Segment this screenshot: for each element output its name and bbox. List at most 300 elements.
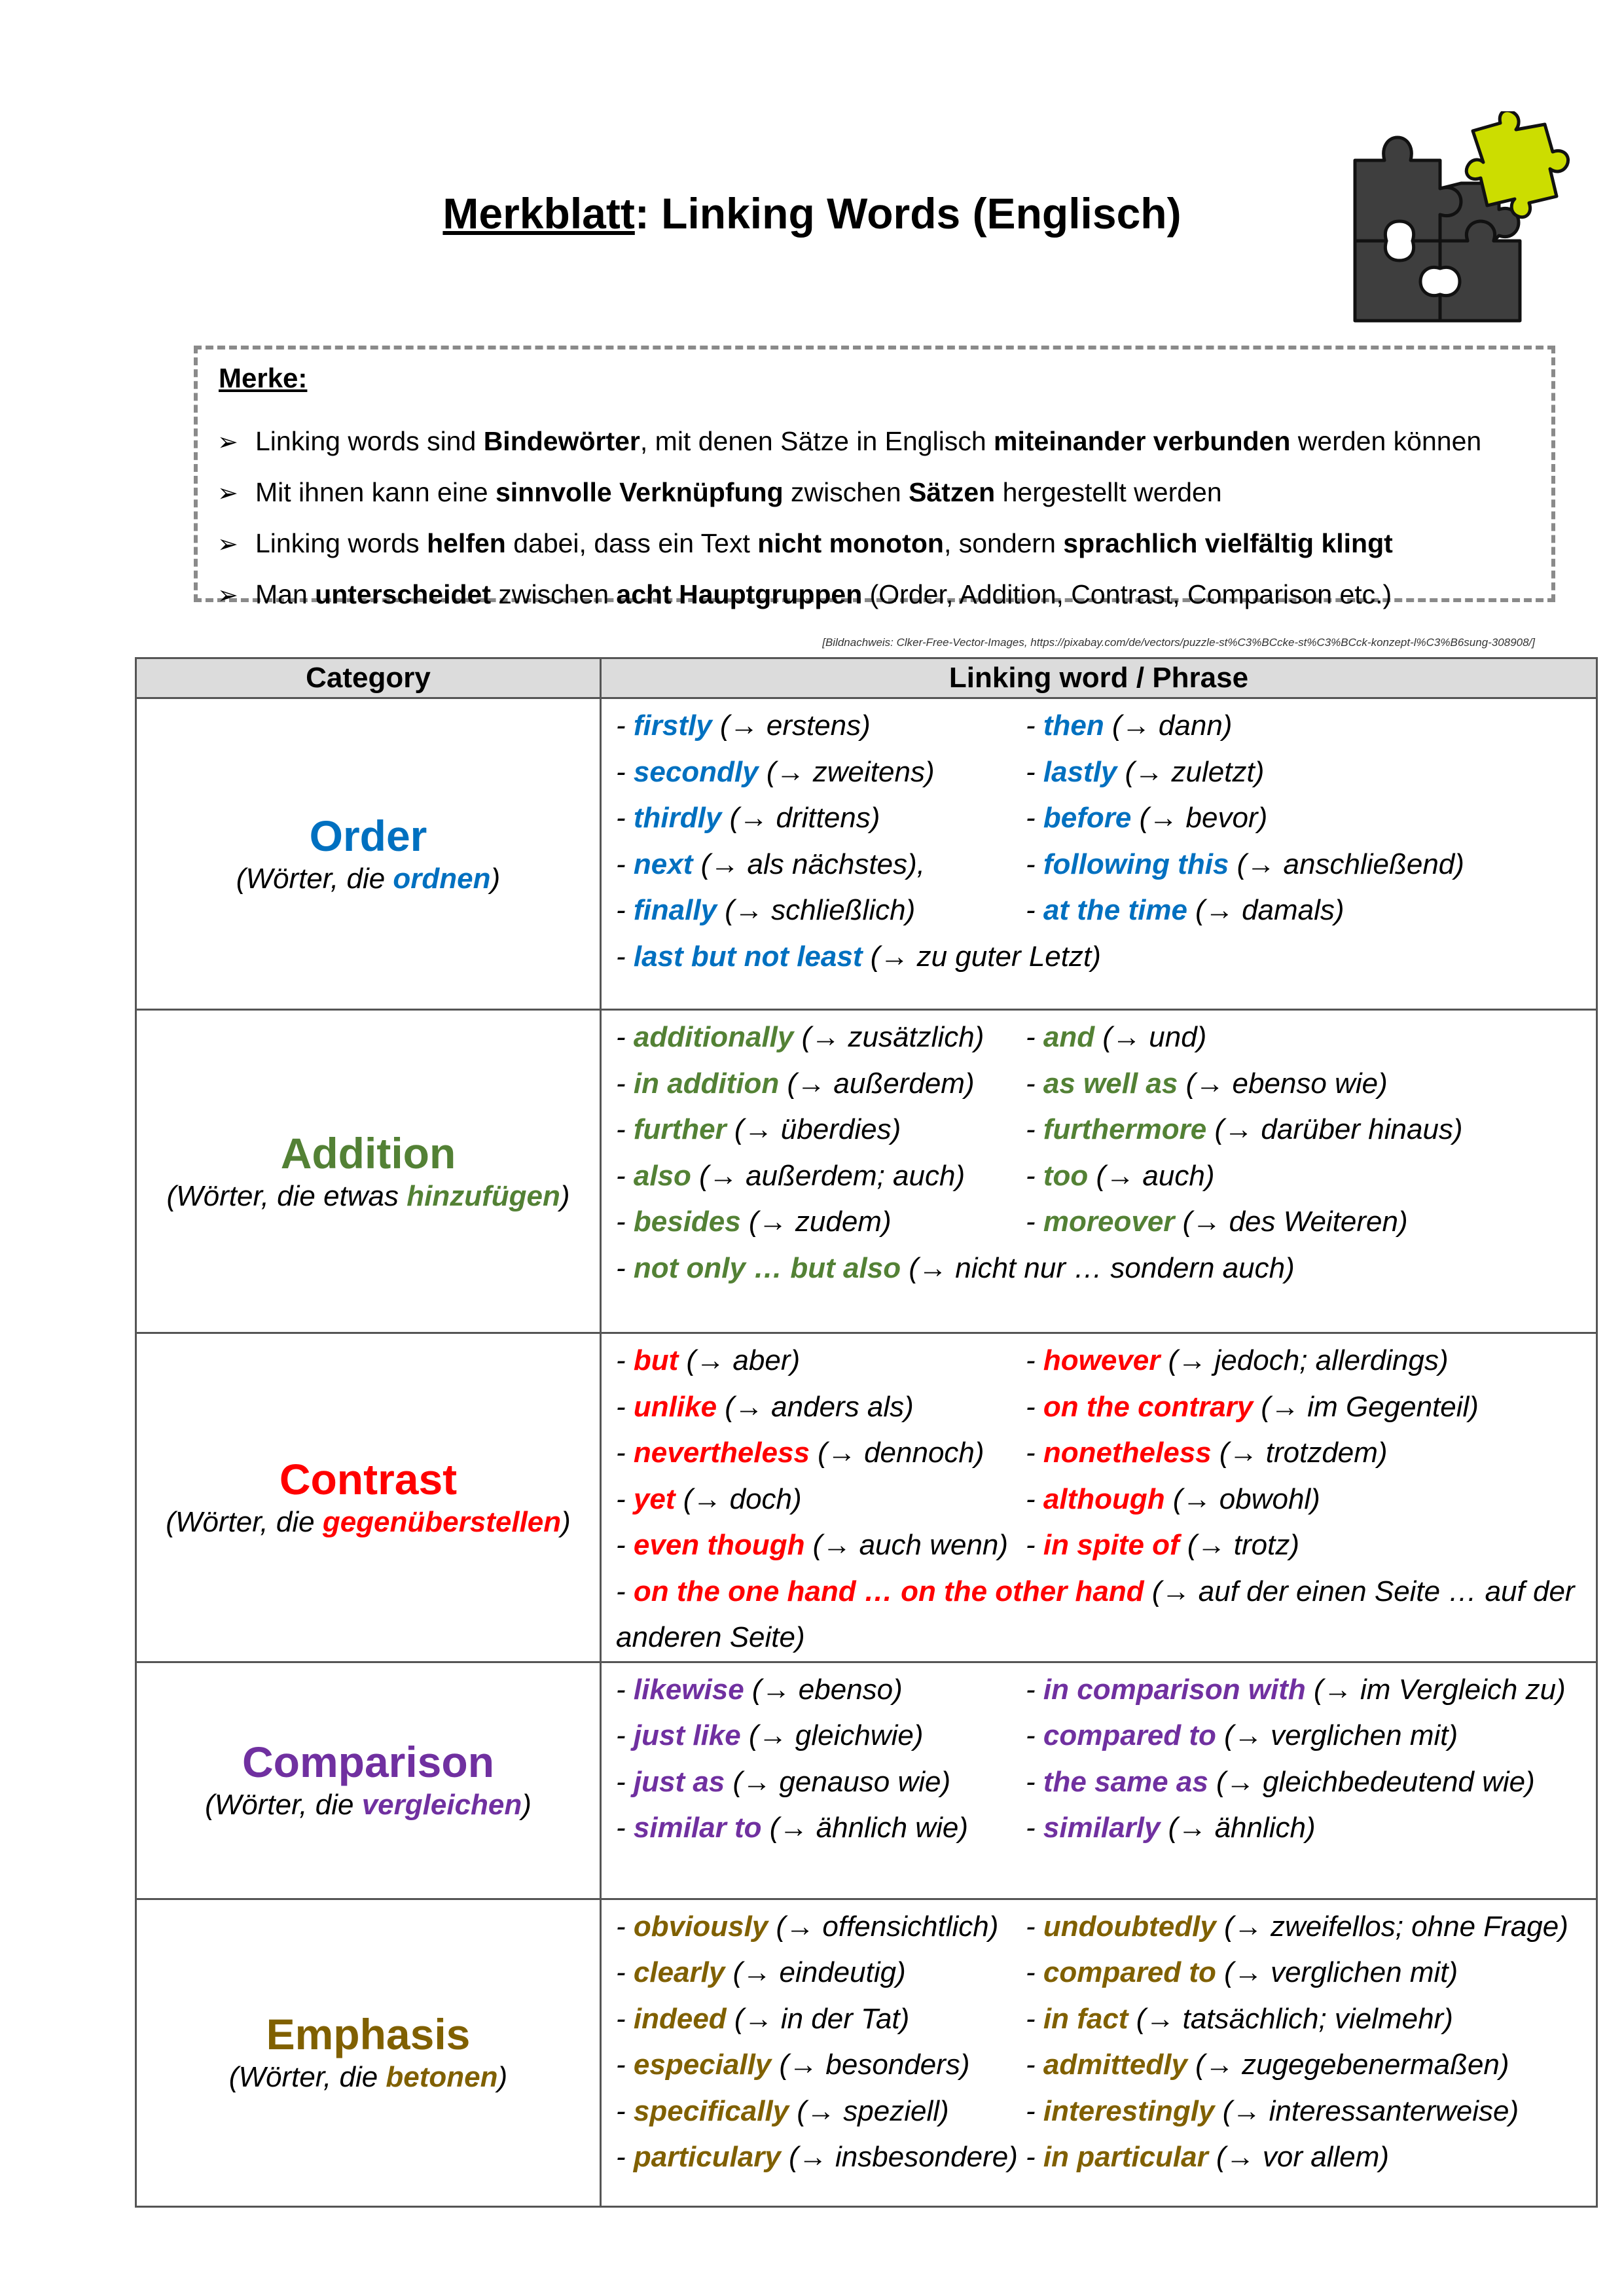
- words-row: [616, 1430, 1587, 1477]
- linking-word: lastly: [1043, 755, 1117, 788]
- merke-heading: Merke:: [219, 363, 308, 393]
- linking-entry: - likewise (→ ebenso): [616, 1673, 903, 1706]
- category-description: [137, 1787, 600, 1823]
- merke-item-text: unterscheidet: [315, 579, 491, 609]
- linking-word: at the time: [1043, 894, 1187, 926]
- linking-entry: - the same as (→ gleichbedeutend wie): [1026, 1765, 1535, 1798]
- linking-entry: - additionally (→ zusätzlich): [616, 1021, 984, 1053]
- words-col-left: [616, 1338, 1026, 1384]
- linking-entry: - moreover (→ des Weiteren): [1026, 1206, 1408, 1238]
- merke-item-text: acht Hauptgruppen: [616, 579, 863, 609]
- translation: insbesondere): [835, 2141, 1018, 2173]
- linking-word: likewise: [633, 1673, 744, 1706]
- words-col-right: [1026, 1199, 1408, 1246]
- description-suffix: ): [522, 1789, 532, 1821]
- words-col-left: [616, 1713, 1026, 1759]
- merke-item-text: Bindewörter: [483, 426, 640, 456]
- arrow-right-icon: →: [1225, 1765, 1255, 1798]
- linking-entry: - on the one hand … on the other hand (→ auf der einen Seite … auf der anderen Seite): [616, 1575, 1575, 1653]
- words-cell: [601, 1899, 1597, 2206]
- linking-entry: - lastly (→ zuletzt): [1026, 755, 1265, 788]
- category-name: Addition: [280, 1128, 456, 1177]
- description-prefix: (Wörter, die: [236, 862, 393, 895]
- merke-item: [217, 467, 1532, 518]
- arrow-right-icon: →: [758, 1719, 787, 1751]
- linking-entry: - compared to (→ verglichen mit): [1026, 1719, 1458, 1751]
- words-col-left: [616, 888, 1026, 934]
- translation: dann): [1158, 709, 1233, 742]
- arrow-right-icon: →: [797, 1067, 826, 1100]
- category-cell: [136, 1662, 601, 1899]
- arrow-right-icon: →: [1149, 802, 1178, 834]
- header-category: Category: [136, 658, 601, 698]
- arrow-right-icon: →: [1323, 1673, 1352, 1706]
- words-row-full: [616, 1246, 1587, 1292]
- linking-entry: - in addition (→ außerdem): [616, 1067, 975, 1100]
- table-row: [136, 1899, 1597, 2206]
- translation: im Vergleich zu): [1360, 1673, 1566, 1706]
- words-col-left: [616, 1667, 1026, 1713]
- words-col-left: [616, 1107, 1026, 1153]
- translation: trotzdem): [1265, 1437, 1388, 1469]
- translation: darüber hinaus): [1261, 1113, 1463, 1145]
- linking-word: not only … but also: [633, 1251, 901, 1284]
- translation: überdies): [780, 1113, 901, 1145]
- translation: jedoch; allerdings): [1214, 1344, 1449, 1376]
- words-col-right: [1026, 888, 1344, 934]
- words-col-right: [1026, 2134, 1389, 2181]
- arrow-right-icon: →: [806, 2094, 836, 2127]
- words-col-left: [616, 1014, 1026, 1061]
- translation: gleichwie): [795, 1719, 924, 1751]
- words-row: [616, 1061, 1587, 1107]
- words-row: [616, 1107, 1587, 1153]
- merke-item-text: sprachlich vielfältig klingt: [1063, 528, 1393, 558]
- linking-word: before: [1043, 802, 1132, 834]
- words-col-left: [616, 795, 1026, 842]
- linking-word: in comparison with: [1043, 1673, 1306, 1706]
- words-col-left: [616, 2089, 1026, 2135]
- merke-list: [217, 416, 1532, 620]
- words-col-left: [616, 1477, 1026, 1523]
- merke-item-text: Linking words sind: [255, 426, 484, 456]
- arrow-right-icon: →: [758, 1206, 787, 1238]
- linking-word: secondly: [633, 755, 759, 788]
- linking-entry: - further (→ überdies): [616, 1113, 901, 1145]
- translation: des Weiteren): [1229, 1206, 1408, 1238]
- description-keyword: betonen: [386, 2061, 498, 2093]
- linking-word: similarly: [1043, 1812, 1161, 1844]
- linking-entry: - secondly (→ zweitens): [616, 755, 935, 788]
- linking-entry: - just like (→ gleichwie): [616, 1719, 924, 1751]
- translation: als nächstes),: [747, 848, 925, 880]
- linking-entry: - thirdly (→ drittens): [616, 802, 880, 834]
- translation: doch): [729, 1482, 802, 1515]
- category-cell: [136, 1899, 601, 2206]
- linking-word: specifically: [633, 2094, 789, 2127]
- category-name: Contrast: [279, 1454, 458, 1503]
- words-col-right: [1026, 1477, 1320, 1523]
- translation: aber): [732, 1344, 801, 1376]
- words-row: [616, 749, 1587, 796]
- linking-word: and: [1043, 1021, 1095, 1053]
- arrow-right-icon: →: [822, 1529, 852, 1561]
- linking-entry: - similarly (→ ähnlich): [1026, 1812, 1316, 1844]
- words-row: [616, 1522, 1587, 1569]
- table-row: [136, 698, 1597, 1010]
- linking-word: particulary: [633, 2141, 781, 2173]
- linking-entry: - firstly (→ erstens): [616, 709, 871, 742]
- words-col-right: [1026, 1107, 1463, 1153]
- words-col-left: [616, 842, 1026, 888]
- translation: speziell): [843, 2094, 949, 2127]
- translation: tatsächlich; vielmehr): [1182, 2002, 1453, 2035]
- linking-word: even though: [633, 1529, 805, 1561]
- arrow-right-icon: →: [1233, 1956, 1263, 1988]
- arrow-right-icon: →: [1161, 1575, 1191, 1607]
- translation: verglichen mit): [1271, 1956, 1458, 1988]
- arrow-right-icon: →: [1121, 709, 1151, 742]
- linking-word: also: [633, 1159, 691, 1192]
- words-col-left: [616, 749, 1026, 796]
- arrow-right-icon: →: [693, 1482, 722, 1515]
- arrow-right-icon: →: [1182, 1482, 1212, 1515]
- translation: zuletzt): [1171, 755, 1265, 788]
- translation: besonders): [825, 2049, 970, 2081]
- title-rest: : Linking Words (Englisch): [634, 189, 1182, 238]
- merke-item-text: Man: [255, 579, 316, 609]
- linking-entry: - interestingly (→ interessanterweise): [1026, 2094, 1519, 2127]
- words-row: [616, 703, 1587, 749]
- linking-word: the same as: [1043, 1765, 1208, 1798]
- arrow-right-icon: →: [1204, 894, 1234, 926]
- arrow-right-icon: →: [734, 894, 763, 926]
- category-description: [137, 2059, 600, 2096]
- description-prefix: (Wörter, die: [228, 2061, 386, 2093]
- merke-item-text: Mit ihnen kann eine: [255, 477, 496, 507]
- words-col-left: [616, 1950, 1026, 1996]
- words-col-right: [1026, 1950, 1458, 1996]
- words-col-left: [616, 2134, 1026, 2181]
- words-list: [602, 1011, 1596, 1291]
- linking-word: yet: [633, 1482, 676, 1515]
- merke-item-text: werden können: [1290, 426, 1482, 456]
- words-row: [616, 1199, 1587, 1246]
- category-name: Order: [309, 811, 427, 860]
- words-col-right: [1026, 2089, 1519, 2135]
- merke-item-text: dabei, dass ein Text: [505, 528, 758, 558]
- words-row: [616, 888, 1587, 934]
- words-row: [616, 1759, 1587, 1806]
- words-row: [616, 2134, 1587, 2181]
- translation: ebenso): [798, 1673, 903, 1706]
- words-col-right: [1026, 1805, 1316, 1852]
- linking-word: compared to: [1043, 1719, 1216, 1751]
- words-col-right: [1026, 1338, 1449, 1384]
- words-row: [616, 842, 1587, 888]
- arrow-right-icon: →: [710, 848, 740, 880]
- arrow-right-icon: →: [798, 2141, 827, 2173]
- arrow-right-icon: →: [742, 1956, 772, 1988]
- arrow-right-icon: →: [729, 709, 759, 742]
- linking-entry: - and (→ und): [1026, 1021, 1207, 1053]
- linking-entry: - in spite of (→ trotz): [1026, 1529, 1300, 1561]
- arrow-right-icon: →: [1195, 1067, 1225, 1100]
- words-col-right: [1026, 2042, 1509, 2089]
- linking-entry: - just as (→ genauso wie): [616, 1765, 951, 1798]
- linking-word: interestingly: [1043, 2094, 1215, 2127]
- words-col-right: [1026, 1667, 1566, 1713]
- arrow-right-icon: →: [811, 1021, 840, 1053]
- words-list: [602, 1900, 1596, 2181]
- translation: nicht nur … sondern auch): [955, 1251, 1295, 1284]
- linking-entry: - unlike (→ anders als): [616, 1390, 914, 1423]
- arrow-bullet-icon: ➢: [217, 480, 238, 507]
- arrow-right-icon: →: [918, 1251, 947, 1284]
- linking-word: as well as: [1043, 1067, 1178, 1100]
- arrow-right-icon: →: [1146, 2002, 1175, 2035]
- linking-entry: - also (→ außerdem; auch): [616, 1159, 965, 1192]
- linking-word: although: [1043, 1482, 1165, 1515]
- words-row: [616, 1950, 1587, 1996]
- words-row: [616, 1996, 1587, 2043]
- words-row: [616, 795, 1587, 842]
- merke-item-text: zwischen: [783, 477, 909, 507]
- linking-word: obviously: [633, 1910, 768, 1943]
- category-description: [137, 1504, 600, 1541]
- translation: eindeutig): [779, 1956, 906, 1988]
- description-suffix: ): [561, 1505, 571, 1538]
- arrow-bullet-icon: ➢: [217, 429, 238, 456]
- words-row: [616, 1667, 1587, 1713]
- description-prefix: (Wörter, die: [166, 1505, 323, 1538]
- words-col-right: [1026, 703, 1232, 749]
- linking-word: just as: [633, 1765, 725, 1798]
- arrow-right-icon: →: [739, 802, 768, 834]
- linking-word: undoubtedly: [1043, 1910, 1216, 1943]
- merke-item-text: zwischen: [491, 579, 617, 609]
- translation: außerdem; auch): [746, 1159, 965, 1192]
- linking-entry: - even though (→ auch wenn): [616, 1529, 1009, 1561]
- puzzle-pieces-image: [1348, 111, 1571, 327]
- translation: auf der einen Seite … auf der anderen Seite): [616, 1575, 1575, 1653]
- linking-word: nonetheless: [1043, 1437, 1212, 1469]
- linking-entry: - admittedly (→ zugegebenermaßen): [1026, 2049, 1509, 2081]
- linking-entry: - similar to (→ ähnlich wie): [616, 1812, 968, 1844]
- words-col-left: [616, 2042, 1026, 2089]
- image-credit: [Bildnachweis: Clker-Free-Vector-Images, https://pixabay.com/de/vectors/puzzle-st%C3%BCcke-st%C3%BCck-konzept-l%C3%B6sung-308908/]: [822, 636, 1535, 649]
- words-row: [616, 1805, 1587, 1852]
- words-cell: [601, 1010, 1597, 1333]
- words-row: [616, 1384, 1587, 1431]
- arrow-right-icon: →: [742, 1765, 772, 1798]
- linking-word: nevertheless: [633, 1437, 810, 1469]
- linking-entry: - nevertheless (→ dennoch): [616, 1437, 984, 1469]
- linking-entry: - nonetheless (→ trotzdem): [1026, 1437, 1388, 1469]
- arrow-right-icon: →: [1246, 848, 1276, 880]
- translation: außerdem): [833, 1067, 975, 1100]
- linking-word: unlike: [633, 1390, 717, 1423]
- translation: zweitens): [812, 755, 935, 788]
- merke-item-text: hergestellt werden: [995, 477, 1222, 507]
- arrow-right-icon: →: [789, 2049, 818, 2081]
- description-prefix: (Wörter, die etwas: [166, 1179, 407, 1212]
- translation: obwohl): [1219, 1482, 1320, 1515]
- translation: verglichen mit): [1271, 1719, 1458, 1751]
- words-row: [616, 1014, 1587, 1061]
- words-col-left: [616, 1153, 1026, 1200]
- linking-word: besides: [633, 1206, 741, 1238]
- linking-word: thirdly: [633, 802, 722, 834]
- arrow-right-icon: →: [779, 1812, 808, 1844]
- translation: zusätzlich): [848, 1021, 984, 1053]
- translation: schließlich): [771, 894, 916, 926]
- translation: ähnlich wie): [816, 1812, 968, 1844]
- description-suffix: ): [560, 1179, 570, 1212]
- words-col-left: [616, 1904, 1026, 1950]
- words-row: [616, 2042, 1587, 2089]
- description-suffix: ): [490, 862, 501, 895]
- category-name: Comparison: [242, 1738, 495, 1786]
- arrow-right-icon: →: [880, 940, 909, 973]
- arrow-bullet-icon: ➢: [217, 582, 238, 609]
- linking-entry: - on the contrary (→ im Gegenteil): [1026, 1390, 1479, 1423]
- linking-word: then: [1043, 709, 1104, 742]
- category-cell: [136, 698, 601, 1010]
- merke-item: [217, 518, 1532, 569]
- translation: in der Tat): [780, 2002, 910, 2035]
- arrow-right-icon: →: [1229, 1437, 1258, 1469]
- linking-entry: - undoubtedly (→ zweifellos; ohne Frage): [1026, 1910, 1568, 1943]
- linking-entry: - following this (→ anschließend): [1026, 848, 1464, 880]
- merke-item-text: , mit denen Sätze in Englisch: [640, 426, 994, 456]
- words-col-right: [1026, 1061, 1388, 1107]
- linking-entry: - especially (→ besonders): [616, 2049, 970, 2081]
- words-list: [602, 699, 1596, 980]
- words-col-left: [616, 1759, 1026, 1806]
- linking-entry: - obviously (→ offensichtlich): [616, 1910, 999, 1943]
- arrow-right-icon: →: [1197, 1529, 1226, 1561]
- words-row: [616, 1338, 1587, 1384]
- description-keyword: hinzufügen: [406, 1179, 560, 1212]
- linking-word: finally: [633, 894, 717, 926]
- words-col-left: [616, 1430, 1026, 1477]
- arrow-right-icon: →: [1225, 2141, 1255, 2173]
- translation: interessanterweise): [1269, 2094, 1519, 2127]
- arrow-right-icon: →: [827, 1437, 856, 1469]
- translation: zweifellos; ohne Frage): [1270, 1910, 1568, 1943]
- words-col-left: [616, 1199, 1026, 1246]
- translation: damals): [1242, 894, 1344, 926]
- linking-word: furthermore: [1043, 1113, 1207, 1145]
- category-cell: [136, 1010, 601, 1333]
- linking-word: however: [1043, 1344, 1161, 1376]
- translation: ähnlich): [1214, 1812, 1316, 1844]
- linking-word: especially: [633, 2049, 772, 2081]
- table-row: [136, 1662, 1597, 1899]
- words-col-right: [1026, 1430, 1388, 1477]
- linking-entry: - specifically (→ speziell): [616, 2094, 949, 2127]
- linking-word: in particular: [1043, 2141, 1208, 2173]
- linking-word: in fact: [1043, 2002, 1128, 2035]
- linking-entry: - clearly (→ eindeutig): [616, 1956, 906, 1988]
- linking-entry: - not only … but also (→ nicht nur … sondern auch): [616, 1251, 1295, 1284]
- linking-word: in addition: [633, 1067, 780, 1100]
- translation: dennoch): [864, 1437, 984, 1469]
- translation: zugegebenermaßen): [1242, 2049, 1509, 2081]
- arrow-right-icon: →: [1178, 1812, 1207, 1844]
- linking-entry: - particulary (→ insbesondere): [616, 2141, 1018, 2173]
- merke-item-text: Linking words: [255, 528, 427, 558]
- words-col-right: [1026, 1759, 1535, 1806]
- arrow-right-icon: →: [1178, 1344, 1207, 1376]
- translation: drittens): [776, 802, 880, 834]
- linking-word: following this: [1043, 848, 1229, 880]
- linking-word: but: [633, 1344, 679, 1376]
- linking-word: indeed: [633, 2002, 727, 2035]
- linking-word: next: [633, 848, 693, 880]
- linking-entry: - but (→ aber): [616, 1344, 801, 1376]
- arrow-right-icon: →: [708, 1159, 738, 1192]
- linking-word: further: [633, 1113, 727, 1145]
- linking-entry: - as well as (→ ebenso wie): [1026, 1067, 1388, 1100]
- merke-item: [217, 569, 1532, 620]
- arrow-right-icon: →: [1112, 1021, 1142, 1053]
- category-description: [137, 1178, 600, 1215]
- linking-entry: - besides (→ zudem): [616, 1206, 892, 1238]
- linking-entry: - last but not least (→ zu guter Letzt): [616, 940, 1101, 973]
- description-suffix: ): [497, 2061, 508, 2093]
- linking-words-table: [135, 657, 1598, 2208]
- linking-word: last but not least: [633, 940, 863, 973]
- arrow-right-icon: →: [1233, 1719, 1263, 1751]
- words-col-right: [1026, 749, 1264, 796]
- linking-word: compared to: [1043, 1956, 1216, 1988]
- words-col-right: [1026, 795, 1267, 842]
- translation: genauso wie): [779, 1765, 951, 1798]
- translation: auch wenn): [859, 1529, 1009, 1561]
- words-list: [602, 1334, 1596, 1661]
- description-prefix: (Wörter, die: [205, 1789, 362, 1821]
- words-cell: [601, 1333, 1597, 1662]
- linking-entry: - indeed (→ in der Tat): [616, 2002, 910, 2035]
- words-row: [616, 1904, 1587, 1950]
- linking-entry: - furthermore (→ darüber hinaus): [1026, 1113, 1463, 1145]
- linking-entry: - too (→ auch): [1026, 1159, 1215, 1192]
- translation: im Gegenteil): [1307, 1390, 1479, 1423]
- words-cell: [601, 698, 1597, 1010]
- linking-word: firstly: [633, 709, 712, 742]
- arrow-right-icon: →: [1224, 1113, 1254, 1145]
- words-col-right: [1026, 1153, 1215, 1200]
- linking-entry: - finally (→ schließlich): [616, 894, 916, 926]
- words-col-right: [1026, 1996, 1453, 2043]
- words-col-left: [616, 1384, 1026, 1431]
- translation: vor allem): [1262, 2141, 1390, 2173]
- arrow-right-icon: →: [1204, 2049, 1234, 2081]
- translation: offensichtlich): [822, 1910, 999, 1943]
- words-col-left: [616, 1996, 1026, 2043]
- arrow-right-icon: →: [1106, 1159, 1135, 1192]
- translation: und): [1149, 1021, 1207, 1053]
- table-body: [136, 698, 1597, 2207]
- words-col-left: [616, 703, 1026, 749]
- linking-word: on the one hand … on the other hand: [633, 1575, 1144, 1607]
- arrow-right-icon: →: [744, 2002, 773, 2035]
- linking-word: similar to: [633, 1812, 762, 1844]
- arrow-right-icon: →: [1233, 1910, 1263, 1943]
- merke-box: [194, 346, 1555, 609]
